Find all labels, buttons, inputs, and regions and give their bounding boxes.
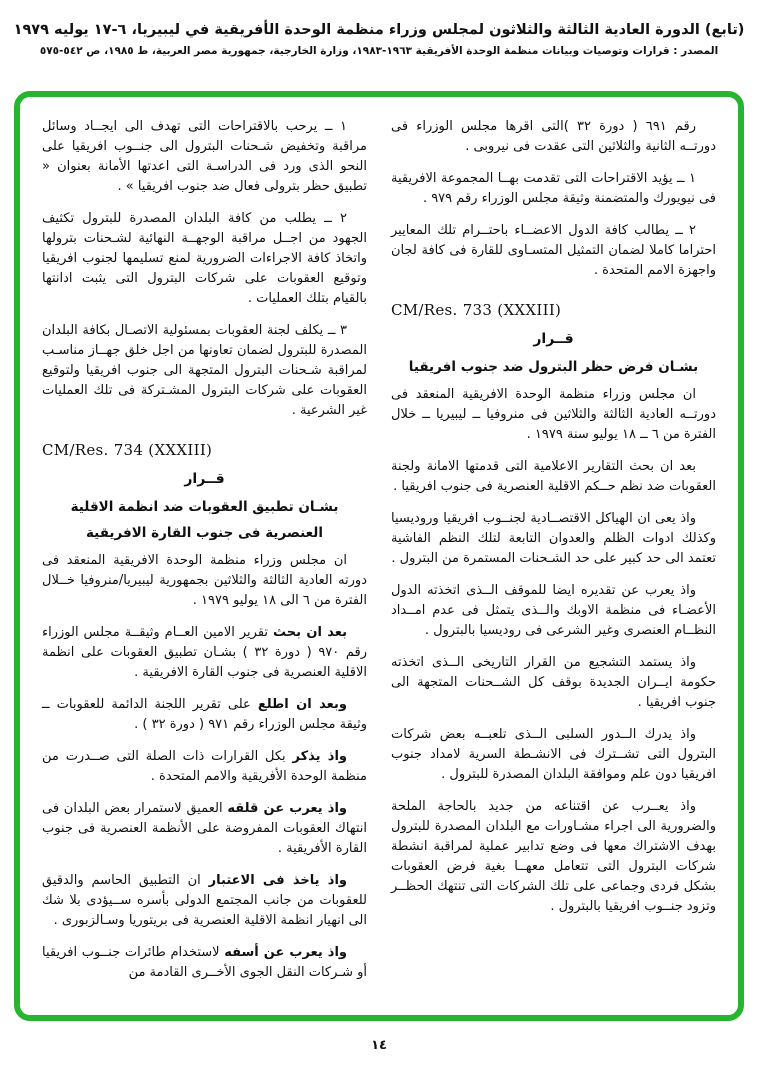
paragraph-text: على تقرير اللجنة الدائمة للعقوبات ــ وثيقة مجلس الوزراء رقم ٩٧١ ( دورة ٣٢ ) . bbox=[42, 697, 367, 732]
numbered-clause: ٢ ــ يطلب من كافة البلدان المصدرة للبترول تكثيف الجهود من اجــل مراقبة الوجهــة النهائية لشـحنات بترولها واتخاذ كافة الاجراءات الضرورية لمنع تسليمها لجنوب افريقيا وتوقيع العقوبات على شركات البترول التى يثبت ادانتها بالقيام بتلك العمليات . bbox=[42, 211, 367, 306]
page-frame bbox=[14, 91, 744, 1021]
session-title: (تابع) الدورة العادية الثالثة والثلاثون لمجلس وزراء منظمة الوحدة الأفريقية في ليبيريا، ٦-١٧ يوليه ١٩٧٩ bbox=[13, 22, 745, 38]
paragraph: ان مجلس وزراء منظمة الوحدة الافريقية المنعقد فى دورتــه العادية الثالثة والثلاثين فى منروفيا ــ ليبيريا ــ خلال الفترة من ٦ ــ ١٨ يوليو سنة ١٩٧٩ . bbox=[391, 387, 716, 442]
paragraph bbox=[42, 623, 367, 683]
paragraph bbox=[42, 871, 367, 931]
paragraph bbox=[42, 695, 367, 735]
numbered-clause: ١ ــ يؤيد الاقتراحات التى تقدمت بهــا المجموعة الافريقية فى نيويورك والمتضمنة وثيقة مجلس الوزراء رقم ٩٧٩ . bbox=[391, 171, 716, 206]
page-header bbox=[0, 0, 758, 57]
paragraph: واذ يستمد التشجيع من القرار التاريخى الــذى اتخذته حكومة ايــران الجديدة بوقف كل الشــحنات المتجهة الى جنوب افريقيا . bbox=[391, 655, 716, 710]
left-column bbox=[42, 117, 367, 1005]
paragraph-text: ان التطبيق الحاسم والدقيق للعقوبات من جانب المجتمع الدولى بأسره ســيؤدى بلا شك الى انهيار انظمة الاقلية العنصرية فى بريتوريا وسـالزبورى . bbox=[42, 873, 367, 928]
text-columns bbox=[20, 97, 738, 1015]
paragraph: واذ يعرب عن تقديره ايضا للموقف الــذى اتخذته الدول الأعضـاء فى منظمة الاوبك والــذى يتمثل فى عدم امــداد النظــام العنصرى وغير الشرعى فى روديسيا بالبترول . bbox=[391, 583, 716, 638]
lead-phrase: وبعد ان اطلع bbox=[257, 697, 347, 712]
resolution-code: CM/Res. 734 (XXXIII) bbox=[42, 441, 213, 459]
resolution-code: CM/Res. 733 (XXXIII) bbox=[391, 301, 562, 319]
lead-phrase: واذ ياخذ فى الاعتبار bbox=[208, 873, 347, 888]
paragraph: رقم ٦٩١ ( دورة ٣٢ )التى اقرها مجلس الوزراء فى دورتــه الثانية والثلاثين التى عقدت فى نيروبى . bbox=[391, 119, 716, 154]
paragraph bbox=[42, 747, 367, 787]
paragraph: ان مجلس وزراء منظمة الوحدة الافريقية المنعقد فى دورته العادية الثالثة والثلاثين بجمهورية ليبيريا/منروفيا خــلال الفترة من ٦ الى ١٨ يوليو ١٩٧٩ . bbox=[42, 553, 367, 608]
lead-phrase: واذ يعرب عن أسفه bbox=[224, 945, 347, 960]
paragraph: بعد ان بحث التقارير الاعلامية التى قدمتها الامانة ولجنة العقوبات ضد نظم حــكم الاقلية العنصرية فى جنوب افريقيا . bbox=[391, 459, 716, 494]
lead-phrase: واذ يذكر bbox=[292, 749, 347, 764]
paragraph bbox=[42, 943, 367, 983]
source-citation: المصدر : قرارات وتوصيات وبيانات منظمة الوحدة الأفريقية ١٩٦٣-١٩٨٣، وزارة الخارجية، جمهورية مصر العربية، ط ١٩٨٥، ص ٥٤٢-٥٧٥ bbox=[39, 45, 719, 57]
page-number: ١٤ bbox=[371, 1038, 387, 1053]
lead-phrase: بعد ان بحث bbox=[272, 625, 347, 640]
paragraph-text: لاستخدام طائرات جنــوب افريقيا أو شـركات النقل الجوى الأخــرى القادمة من bbox=[42, 945, 367, 980]
paragraph: واذ يعــرب عن اقتناعه من جديد بالحاجة الملحة والضرورية الى اجراء مشـاورات مع البلدان المصدرة للبترول بهدف الاشتراك معها فى وضع تدابير عملية لمراقبة انشطة شركات البترول التى تتعامل معهــا بغية فرض العقوبات بشكل فردى وجماعى على تلك الشركات التى تنتهك الحظــر وتزود جنــوب افريقيا بالبترول . bbox=[391, 799, 716, 914]
decision-heading: قــرار bbox=[184, 471, 225, 487]
paragraph-text: بكل القرارات ذات الصلة التى صــدرت من منظمة الوحدة الأفريقية والامم المتحدة . bbox=[42, 749, 367, 784]
decision-heading: قــرار bbox=[533, 331, 574, 347]
right-column bbox=[391, 117, 716, 1005]
numbered-clause: ٣ ــ يكلف لجنة العقوبات بمسئولية الاتصـال بكافة البلدان المصدرة للبترول لضمان تعاونها من اجل خلق جهــاز مناسـب لمراقبة شـحنات البترول المتجهة الى جنوب افريقيا ولتوقيع العقوبات على شركات البترول المشـتركة فى تلك العمليات غير الشرعية . bbox=[42, 323, 367, 418]
decision-subject: بشـان فرض حظر البترول ضد جنوب افريقيا bbox=[408, 359, 699, 375]
paragraph: واذ يعى ان الهياكل الاقتصــادية لجنــوب افريقيا وروديسيا وكذلك ادوات الظلم والعدوان التابعة لتلك النظم الفاشية تعتمد الى حد كبير على حد الشـحنات المستمرة من البترول . bbox=[391, 511, 716, 566]
paragraph-text: تقرير الامين العــام وثيقــة مجلس الوزراء رقم ٩٧٠ ( دورة ٣٢ ) بشـان تطبيق العقوبات على انظمة الاقلية العنصرية فى جنوب القارة الافريقية . bbox=[42, 625, 367, 680]
decision-subject-line1: بشـان تطبيق العقوبات ضد انظمة الاقلية bbox=[70, 499, 339, 515]
paragraph bbox=[42, 799, 367, 859]
decision-subject-line2: العنصرية فى جنوب القارة الافريقية bbox=[86, 525, 323, 541]
paragraph-text: العميق لاستمرار بعض البلدان فى انتهاك العقوبات المفروضة على الأنظمة العنصرية فى جنوب القارة الأفريقية . bbox=[42, 801, 367, 856]
lead-phrase: واذ يعرب عن قلقه bbox=[227, 801, 347, 816]
numbered-clause: ١ ــ يرحب بالاقتراحات التى تهدف الى ايجــاد وسائل مراقبة وتخفيض شـحنات البترول الى جنــوب افريقيا على النحو الذى ورد فى الدراسـة التى اعدتها الأمانة بعنوان « تطبيق حظر بترولى فعال ضد جنوب افريقيا » . bbox=[42, 119, 367, 194]
paragraph: واذ يدرك الــدور السلبى الــذى تلعبــه بعض شركات البترول التى تشــترك فى الانشـطة السرية لامداد جنوب افريقيا دون علم وموافقة البلدان المصدرة للبترول . bbox=[391, 727, 716, 782]
numbered-clause: ٢ ــ يطالب كافة الدول الاعضــاء باحتــرام تلك المعايير احتراما كاملا لضمان التمثيل المتسـاوى للقارة فى كافة لجان واجهزة الامم المتحدة . bbox=[391, 223, 716, 278]
